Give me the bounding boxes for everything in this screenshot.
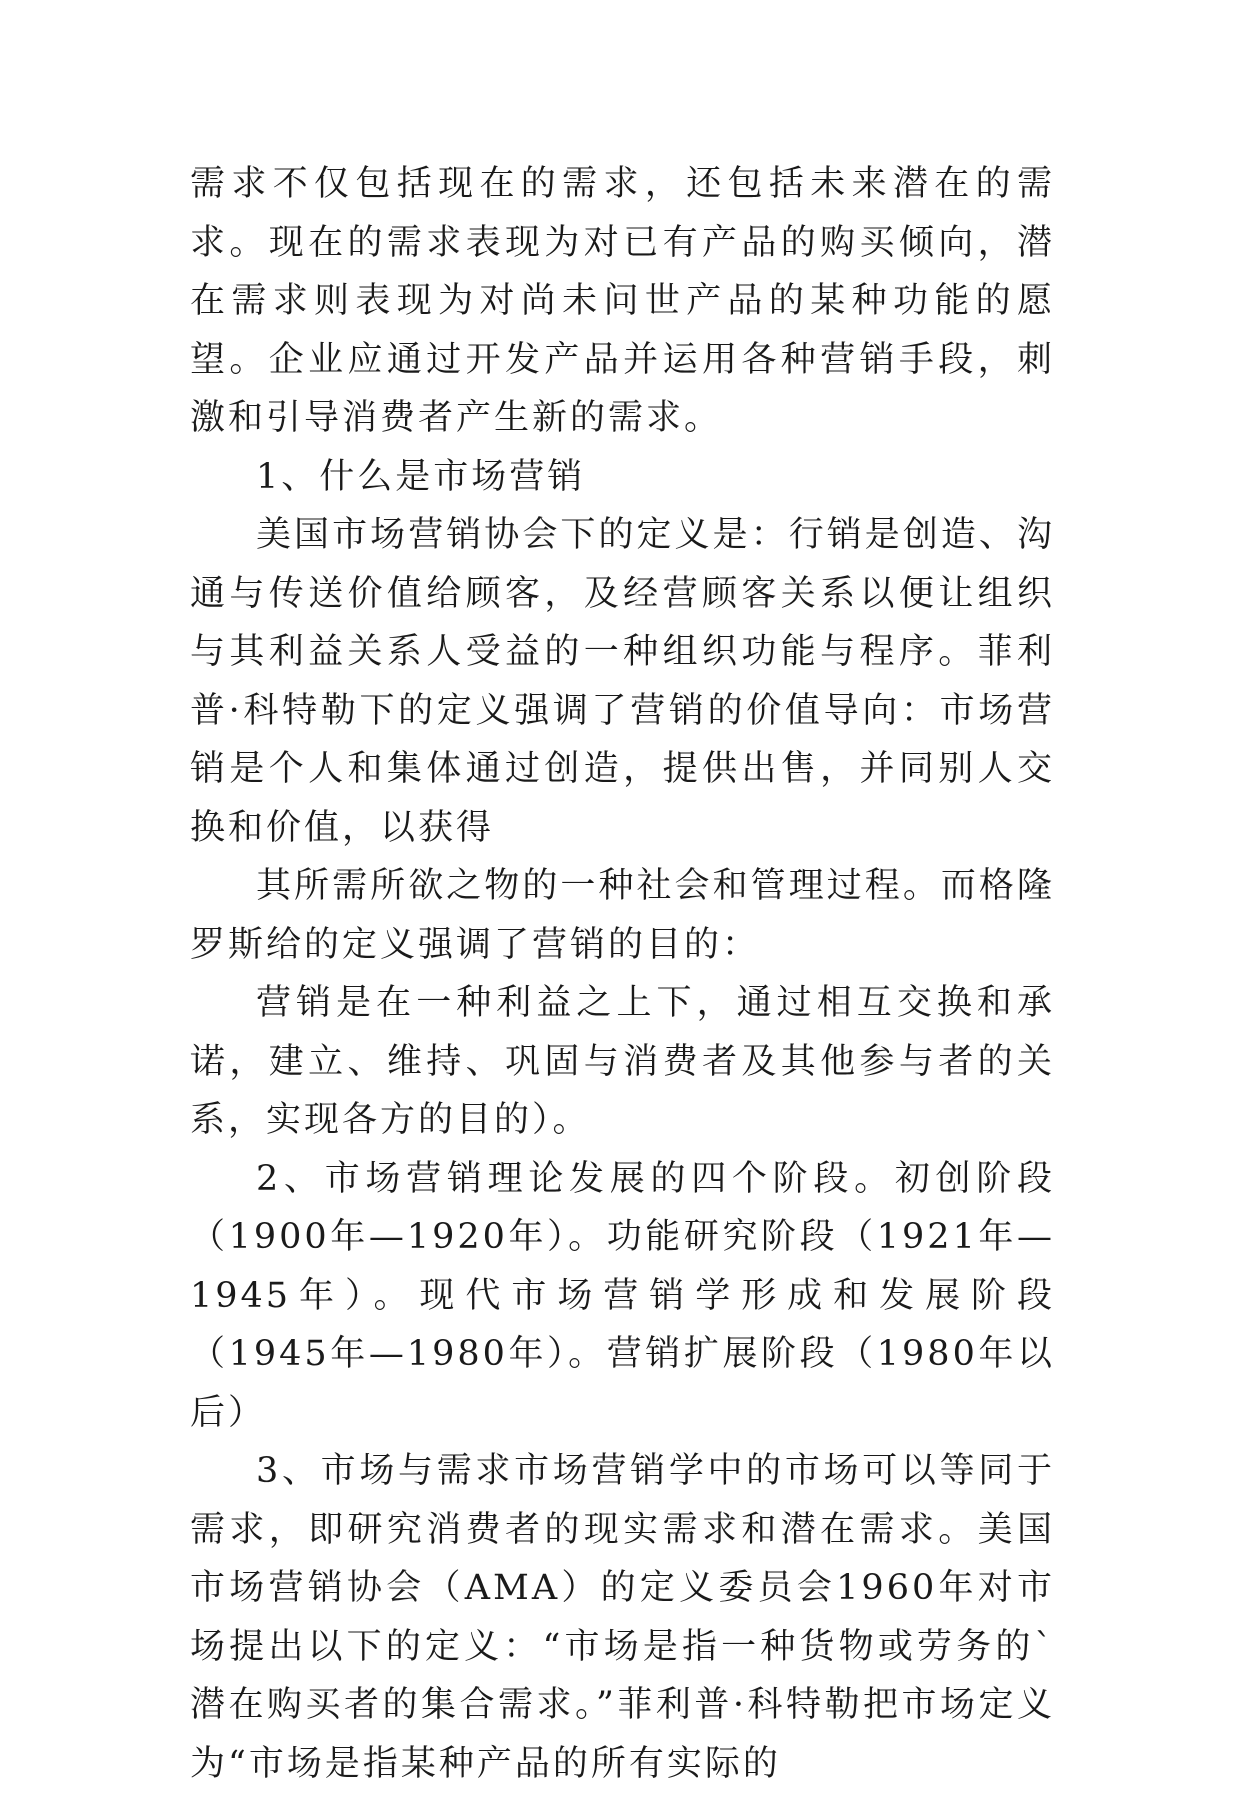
paragraph-demand-intro: 需求不仅包括现在的需求，还包括未来潜在的需求。现在的需求表现为对已有产品的购买倾向，潜在需求则表现为对尚未问世产品的某种功能的愿望。企业应通过开发产品并运用各种营销手段，刺激和引导消费者产生新的需求。 [190, 164, 1055, 438]
paragraph-market-and-demand: 3、市场与需求市场营销学中的市场可以等同于需求，即研究消费者的现实需求和潜在需求。美国市场营销协会（AMA）的定义委员会1960年对市场提出以下的定义：“市场是指一种货物或劳务的`潜在购买者的集合需求。”菲利普·科特勒把市场定义为“市场是指某种产品的所有实际的 [190, 1451, 1055, 1784]
body-text [190, 155, 1055, 1793]
paragraph-marketing-relationships: 营销是在一种利益之上下，通过相互交换和承诺，建立、维持、巩固与消费者及其他参与者的关系，实现各方的目的）。 [190, 983, 1055, 1140]
paragraph-gronroos-definition: 其所需所欲之物的一种社会和管理过程。而格隆罗斯给的定义强调了营销的目的： [190, 866, 1055, 965]
paragraph-four-stages: 2、市场营销理论发展的四个阶段。初创阶段（1900年—1920年）。功能研究阶段（1921年—1945年）。现代市场营销学形成和发展阶段（1945年—1980年）。营销扩展阶段（1980年以后） [190, 1158, 1055, 1433]
heading-what-is-marketing: 1、什么是市场营销 [256, 456, 586, 497]
paragraph-ama-definition: 美国市场营销协会下的定义是：行销是创造、沟通与传送价值给顾客，及经营顾客关系以便让组织与其利益关系人受益的一种组织功能与程序。菲利普·科特勒下的定义强调了营销的价值导向：市场营销是个人和集体通过创造，提供出售，并同别人交换和价值，以获得 [190, 515, 1055, 848]
